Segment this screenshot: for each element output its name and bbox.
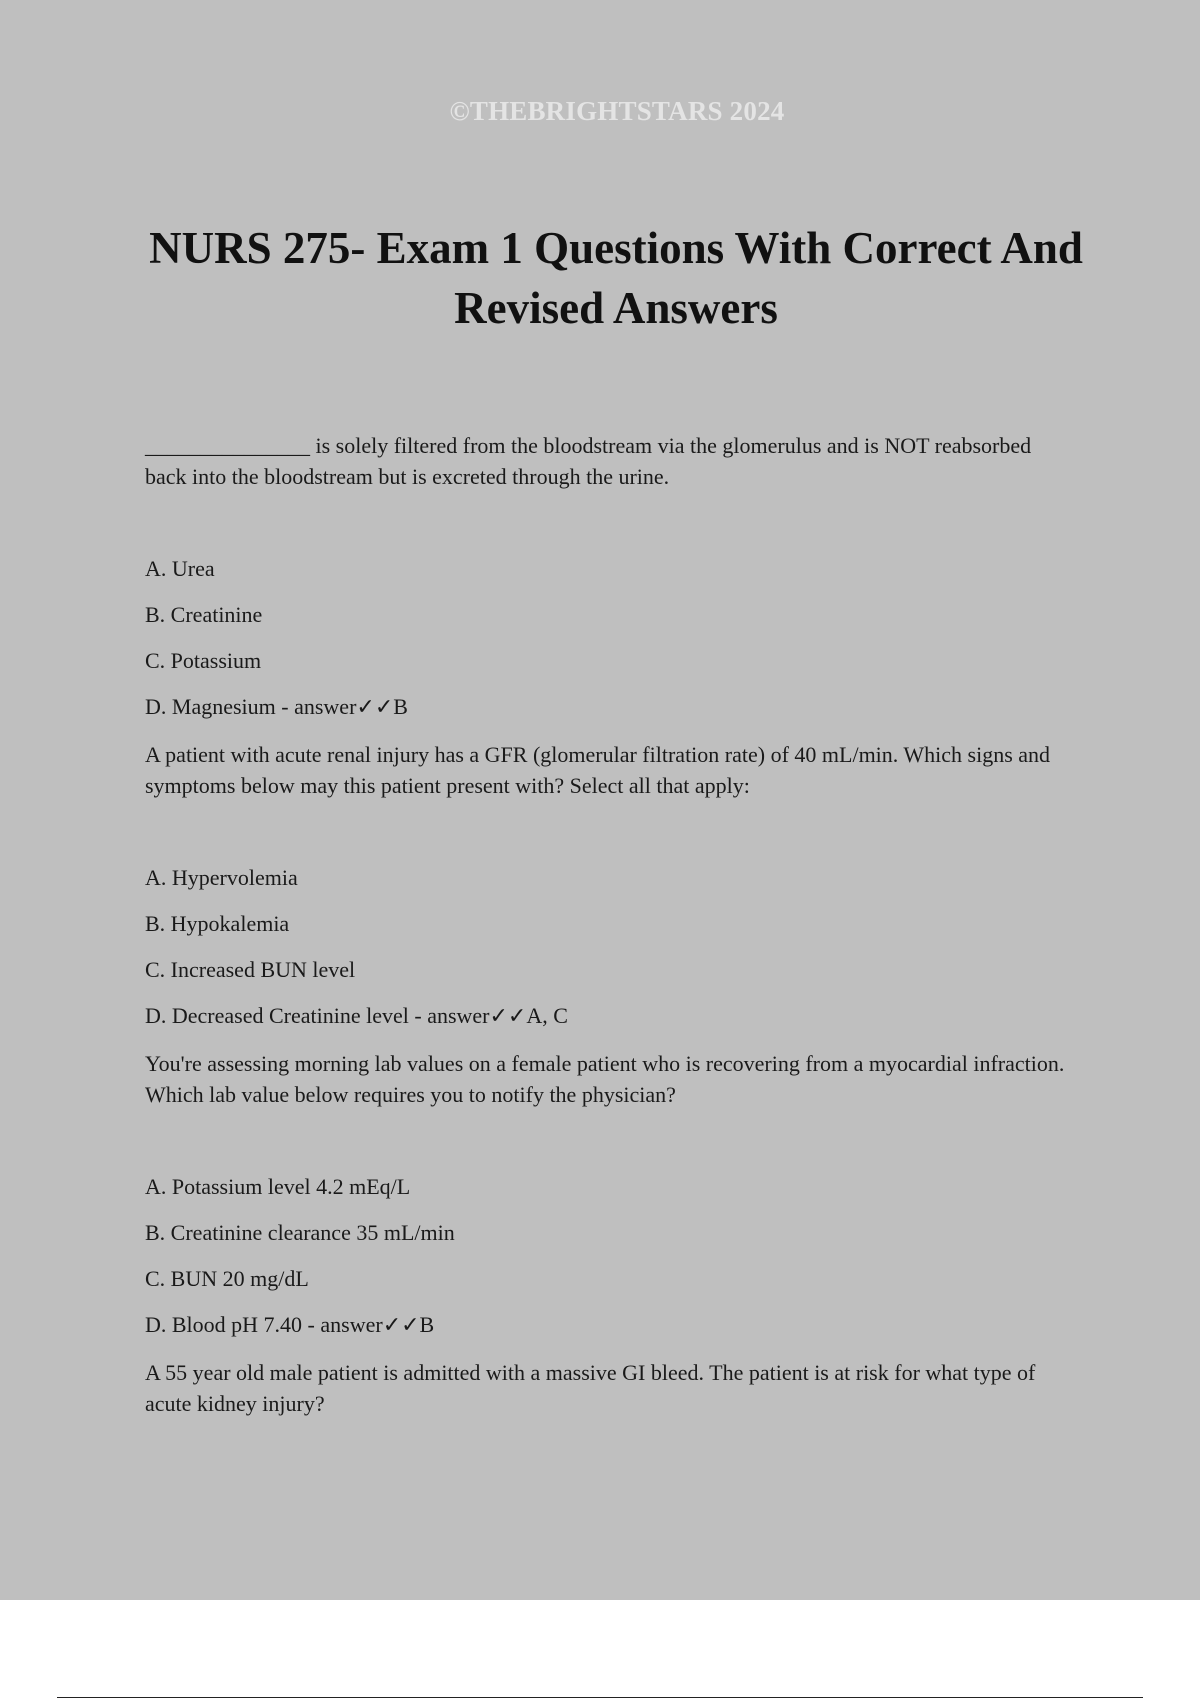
answer-option-with-key: D. Magnesium - answer✓✓B	[145, 694, 408, 719]
question-block	[145, 1357, 1075, 1419]
question-stem: You're assessing morning lab values on a female patient who is recovering from a myocardial infraction. Which lab value below requires you to notify the physician?	[145, 1051, 1065, 1107]
question-block	[145, 430, 1075, 722]
question-list	[145, 430, 1075, 1480]
answer-option: A. Hypervolemia	[145, 865, 298, 890]
answer-option: B. Creatinine clearance 35 mL/min	[145, 1220, 455, 1245]
question-block	[145, 1048, 1075, 1340]
watermark: ©THEBRIGHTSTARS 2024	[449, 96, 785, 126]
document-title: NURS 275- Exam 1 Questions With Correct And Revised Answers	[149, 223, 1083, 333]
question-stem: _______________ is solely filtered from the bloodstream via the glomerulus and is NOT reabsorbed back into the bloodstream but is excreted through the urine.	[145, 433, 1032, 489]
question-stem: A patient with acute renal injury has a GFR (glomerular filtration rate) of 40 mL/min. Which signs and symptoms below may this patient present with? Select all that apply:	[145, 742, 1051, 798]
answer-option: A. Potassium level 4.2 mEq/L	[145, 1174, 411, 1199]
footer-divider	[57, 1697, 1143, 1698]
answer-option: B. Creatinine	[145, 602, 263, 627]
answer-option: C. Potassium	[145, 648, 262, 673]
answer-option: B. Hypokalemia	[145, 911, 290, 936]
answer-option: C. BUN 20 mg/dL	[145, 1266, 309, 1291]
answer-option-with-key: D. Decreased Creatinine level - answer✓✓A, C	[145, 1003, 568, 1028]
question-block	[145, 739, 1075, 1031]
answer-option: A. Urea	[145, 556, 215, 581]
answer-option: C. Increased BUN level	[145, 957, 356, 982]
question-stem: A 55 year old male patient is admitted with a massive GI bleed. The patient is at risk for what type of acute kidney injury?	[145, 1360, 1036, 1416]
answer-option-with-key: D. Blood pH 7.40 - answer✓✓B	[145, 1312, 435, 1337]
